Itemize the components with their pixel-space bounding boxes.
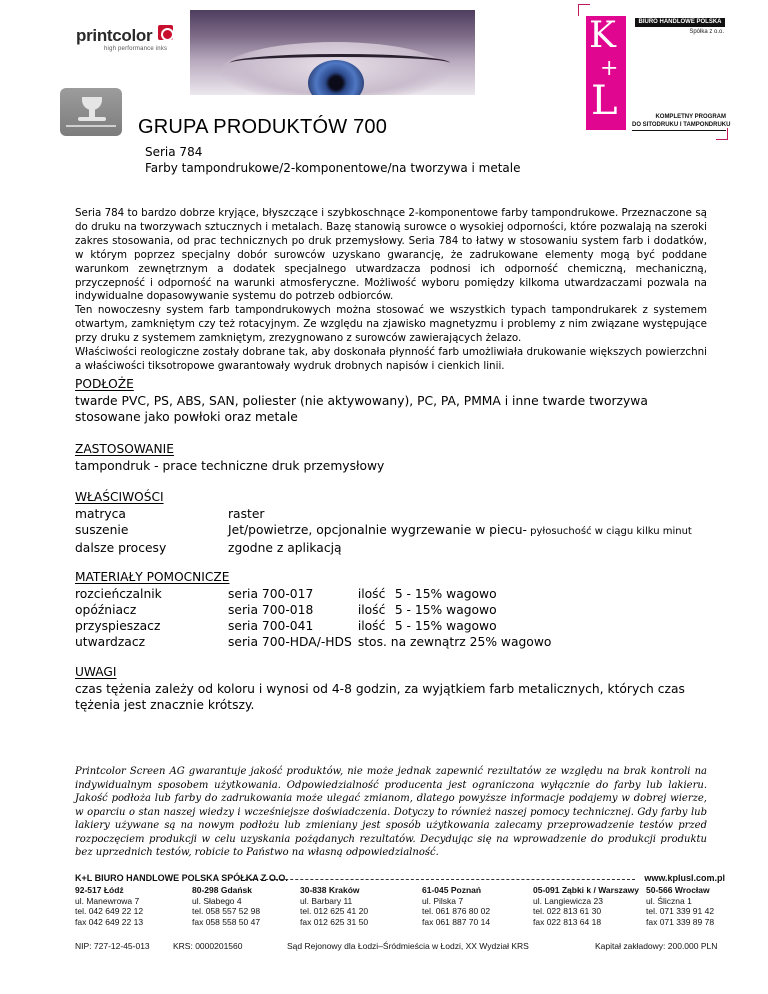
property-value: raster (228, 507, 265, 521)
auxiliary-amount: 5 - 15% wagowo (394, 619, 497, 633)
footer-branches (75, 885, 725, 941)
eye-banner-image (190, 10, 475, 95)
notes-text: czas tężenia zależy od koloru i wynosi od 4-8 godzin, za wyjątkiem farb metalicznych, których czas tężenia jest znacznie krótszy. (75, 682, 685, 712)
intro-text (75, 207, 707, 374)
auxiliary-amount: 5 - 15% wagowo (394, 587, 497, 601)
properties-table (75, 506, 692, 556)
property-label: suszenie (75, 523, 129, 537)
brand-tagline: high performance inks (104, 46, 168, 52)
properties-heading: WŁAŚCIWOŚCI (75, 490, 164, 504)
kl-company-name: BIURO HANDLOWE POLSKA (635, 18, 725, 27)
page-title: GRUPA PRODUKTÓW 700 (138, 116, 388, 138)
property-note: pyłosuchość w ciągu kilku minut (526, 526, 692, 537)
substrate-text: twarde PVC, PS, ABS, SAN, poliester (nie aktywowany), PC, PA, PMMA i inne twarde tworzywa stosowane jako powłoki oraz metale (75, 394, 648, 424)
auxiliary-row (75, 634, 551, 650)
footer-legal (75, 941, 725, 953)
auxiliary-qty: ilość (357, 603, 386, 617)
auxiliary-label: utwardzacz (75, 635, 146, 649)
properties-row (75, 506, 692, 522)
kl-program-text: KOMPLETNY PROGRAM DO SITODRUKU I TAMPONDRUKU (632, 113, 726, 131)
auxiliary-qty: ilość (357, 587, 386, 601)
brand-name: printcolor (76, 26, 153, 45)
application-text: tampondruk - prace techniczne druk przemysłowy (75, 459, 385, 473)
kl-badge-icon: K + L (586, 16, 626, 130)
auxiliary-amount: 5 - 15% wagowo (394, 603, 497, 617)
footer-court: Sąd Rejonowy dla Łodzi–Śródmieścia w Łodzi, XX Wydział KRS (287, 941, 529, 951)
auxiliary-series: seria 700-017 (228, 587, 314, 601)
property-value: zgodne z aplikacją (228, 541, 342, 555)
series-label: Seria 784 (145, 145, 203, 159)
pad-printing-icon (60, 88, 122, 136)
property-label: dalsze procesy (75, 541, 167, 555)
footer-company: K+L BIURO HANDLOWE POLSKA SPÓŁKA Z O.O. (75, 873, 288, 883)
auxiliaries-table (75, 586, 551, 650)
series-description: Farby tampondrukowe/2-komponentowe/na tworzywa i metale (145, 161, 521, 175)
auxiliary-label: rozcieńczalnik (75, 587, 162, 601)
intro-paragraph: Seria 784 to bardzo dobrze kryjące, błyszczące i szybkoschnące 2-komponentowe farby tampondrukowe. Przeznaczone są do druku na tworzywach sztucznych i metalach. Bazę stanowią surowce o wysokiej odporności, które pozwalają na szeroki zakres stosowania, od prac technicznych po druk przemysłowy. Seria 784 to łatwy w stosowaniu system farb i dodatków, w którym poprzez specjalny dobór surowców uzyskano gwarancję, że zadrukowane elementy mogą być poddane warunkom zewnętrznym a dodatek specjalnego utwardzacza podnosi ich odporność chemiczną, mechaniczną, przyczepność i odporność na warunki atmosferyczne. Możliwość wyboru pomiędzy kilkoma utwardzaczami pozwala na indywidualne dopasowywanie systemu do potrzeb odbiorców. (75, 207, 707, 303)
footer-divider (245, 879, 635, 880)
kl-company-sub: Spółka z o.o. (689, 29, 724, 35)
auxiliary-label: przyspieszacz (75, 619, 161, 633)
intro-paragraph: Ten nowoczesny system farb tampondrukowych można stosować we wszystkich typach tampondrukarek z systemem otwartym, zamkniętym czy też rotacyjnym. Ze względu na zjawisko magnetyzmu i problemy z nim związane występujące przy druku z systemem zamkniętym, zrezygnowano z surowców zawierających żelazo. (75, 304, 707, 345)
auxiliary-label: opóźniacz (75, 603, 137, 617)
footer (75, 873, 725, 953)
printcolor-mark-icon (158, 25, 173, 40)
notes-heading: UWAGI (75, 665, 117, 679)
property-value: Jet/powietrze, opcjonalnie wygrzewanie w piecu- (228, 523, 527, 537)
auxiliaries-heading: MATERIAŁY POMOCNICZE (75, 570, 230, 584)
auxiliary-row (75, 586, 551, 602)
footer-krs: KRS: 0000201560 (173, 941, 243, 951)
auxiliary-row (75, 618, 551, 634)
printcolor-logo (68, 18, 186, 58)
disclaimer-text: Printcolor Screen AG gwarantuje jakość produktów, nie może jednak zapewnić rezultatów ze względu na brak kontroli na indywidualnym sposobem użytkowania. Odpowiedzialność producenta jest ograniczona wyłącznie do farby lub lakieru. Jakość podłoża lub farby do zadrukowania może ulegać zmianom, dlatego powyższe informacje podajemy w dobrej wierze, w oparciu o stan naszej wiedzy i wcześniejsze doświadczenia. Dotyczy to również naszej pomocy technicznej. Gdy farby lub lakiery używane są na nowym podłożu lub zmieniany jest sposób użytkowania zalecamy przeprowadzenie testów przed rozpoczęciem produkcji w celu uzyskania pożądanych rezultatów. Decydując się na wprowadzenie do produkcji produktu bez uprzednich testów, robicie to Państwo na własną odpowiedzialność. (75, 766, 707, 858)
properties-row (75, 522, 692, 540)
footer-website-link[interactable]: www.kplusl.com.pl (644, 873, 725, 883)
branch-wroclaw: 50-566 Wrocław ul. Śliczna 1 tel. 071 339 91 42 fax 071 339 89 78 (646, 885, 715, 927)
branch-krakow: 30-838 Kraków ul. Barbary 11 tel. 012 625 41 20 fax 012 625 31 50 (300, 885, 369, 927)
auxiliary-series: seria 700-HDA/-HDS (228, 635, 352, 649)
branch-gdansk: 80-298 Gdańsk ul. Słabego 4 tel. 058 557 52 98 fax 058 558 50 47 (192, 885, 261, 927)
footer-nip: NIP: 727-12-45-013 (75, 941, 150, 951)
property-label: matryca (75, 507, 126, 521)
substrate-heading: PODŁOŻE (75, 377, 134, 391)
kl-logo (578, 4, 731, 144)
application-heading: ZASTOSOWANIE (75, 442, 174, 456)
auxiliary-series: seria 700-041 (228, 619, 314, 633)
branch-poznan: 61-045 Poznań ul. Pilska 7 tel. 061 876 80 02 fax 061 887 70 14 (422, 885, 491, 927)
intro-paragraph: Właściwości reologiczne zostały dobrane tak, aby doskonała płynność farb umożliwiała drukowanie większych powierzchni a właściwości tiksotropowe gwarantowały wydruk drobnych napisów i cienkich linii. (75, 346, 707, 372)
auxiliary-qty: ilość (357, 619, 386, 633)
branch-lodz: 92-517 Łódź ul. Manewrowa 7 tel. 042 649 22 12 fax 042 649 22 13 (75, 885, 144, 927)
auxiliary-series: seria 700-018 (228, 603, 314, 617)
branch-warszawa: 05-091 Ząbki k / Warszawy ul. Langiewicza 23 tel. 022 813 61 30 fax 022 813 64 18 (533, 885, 639, 927)
auxiliary-row (75, 602, 551, 618)
auxiliary-qty: stos. na zewnątrz 25% wagowo (357, 635, 552, 649)
properties-row (75, 540, 692, 556)
footer-capital: Kapitał zakładowy: 200.000 PLN (595, 941, 718, 951)
